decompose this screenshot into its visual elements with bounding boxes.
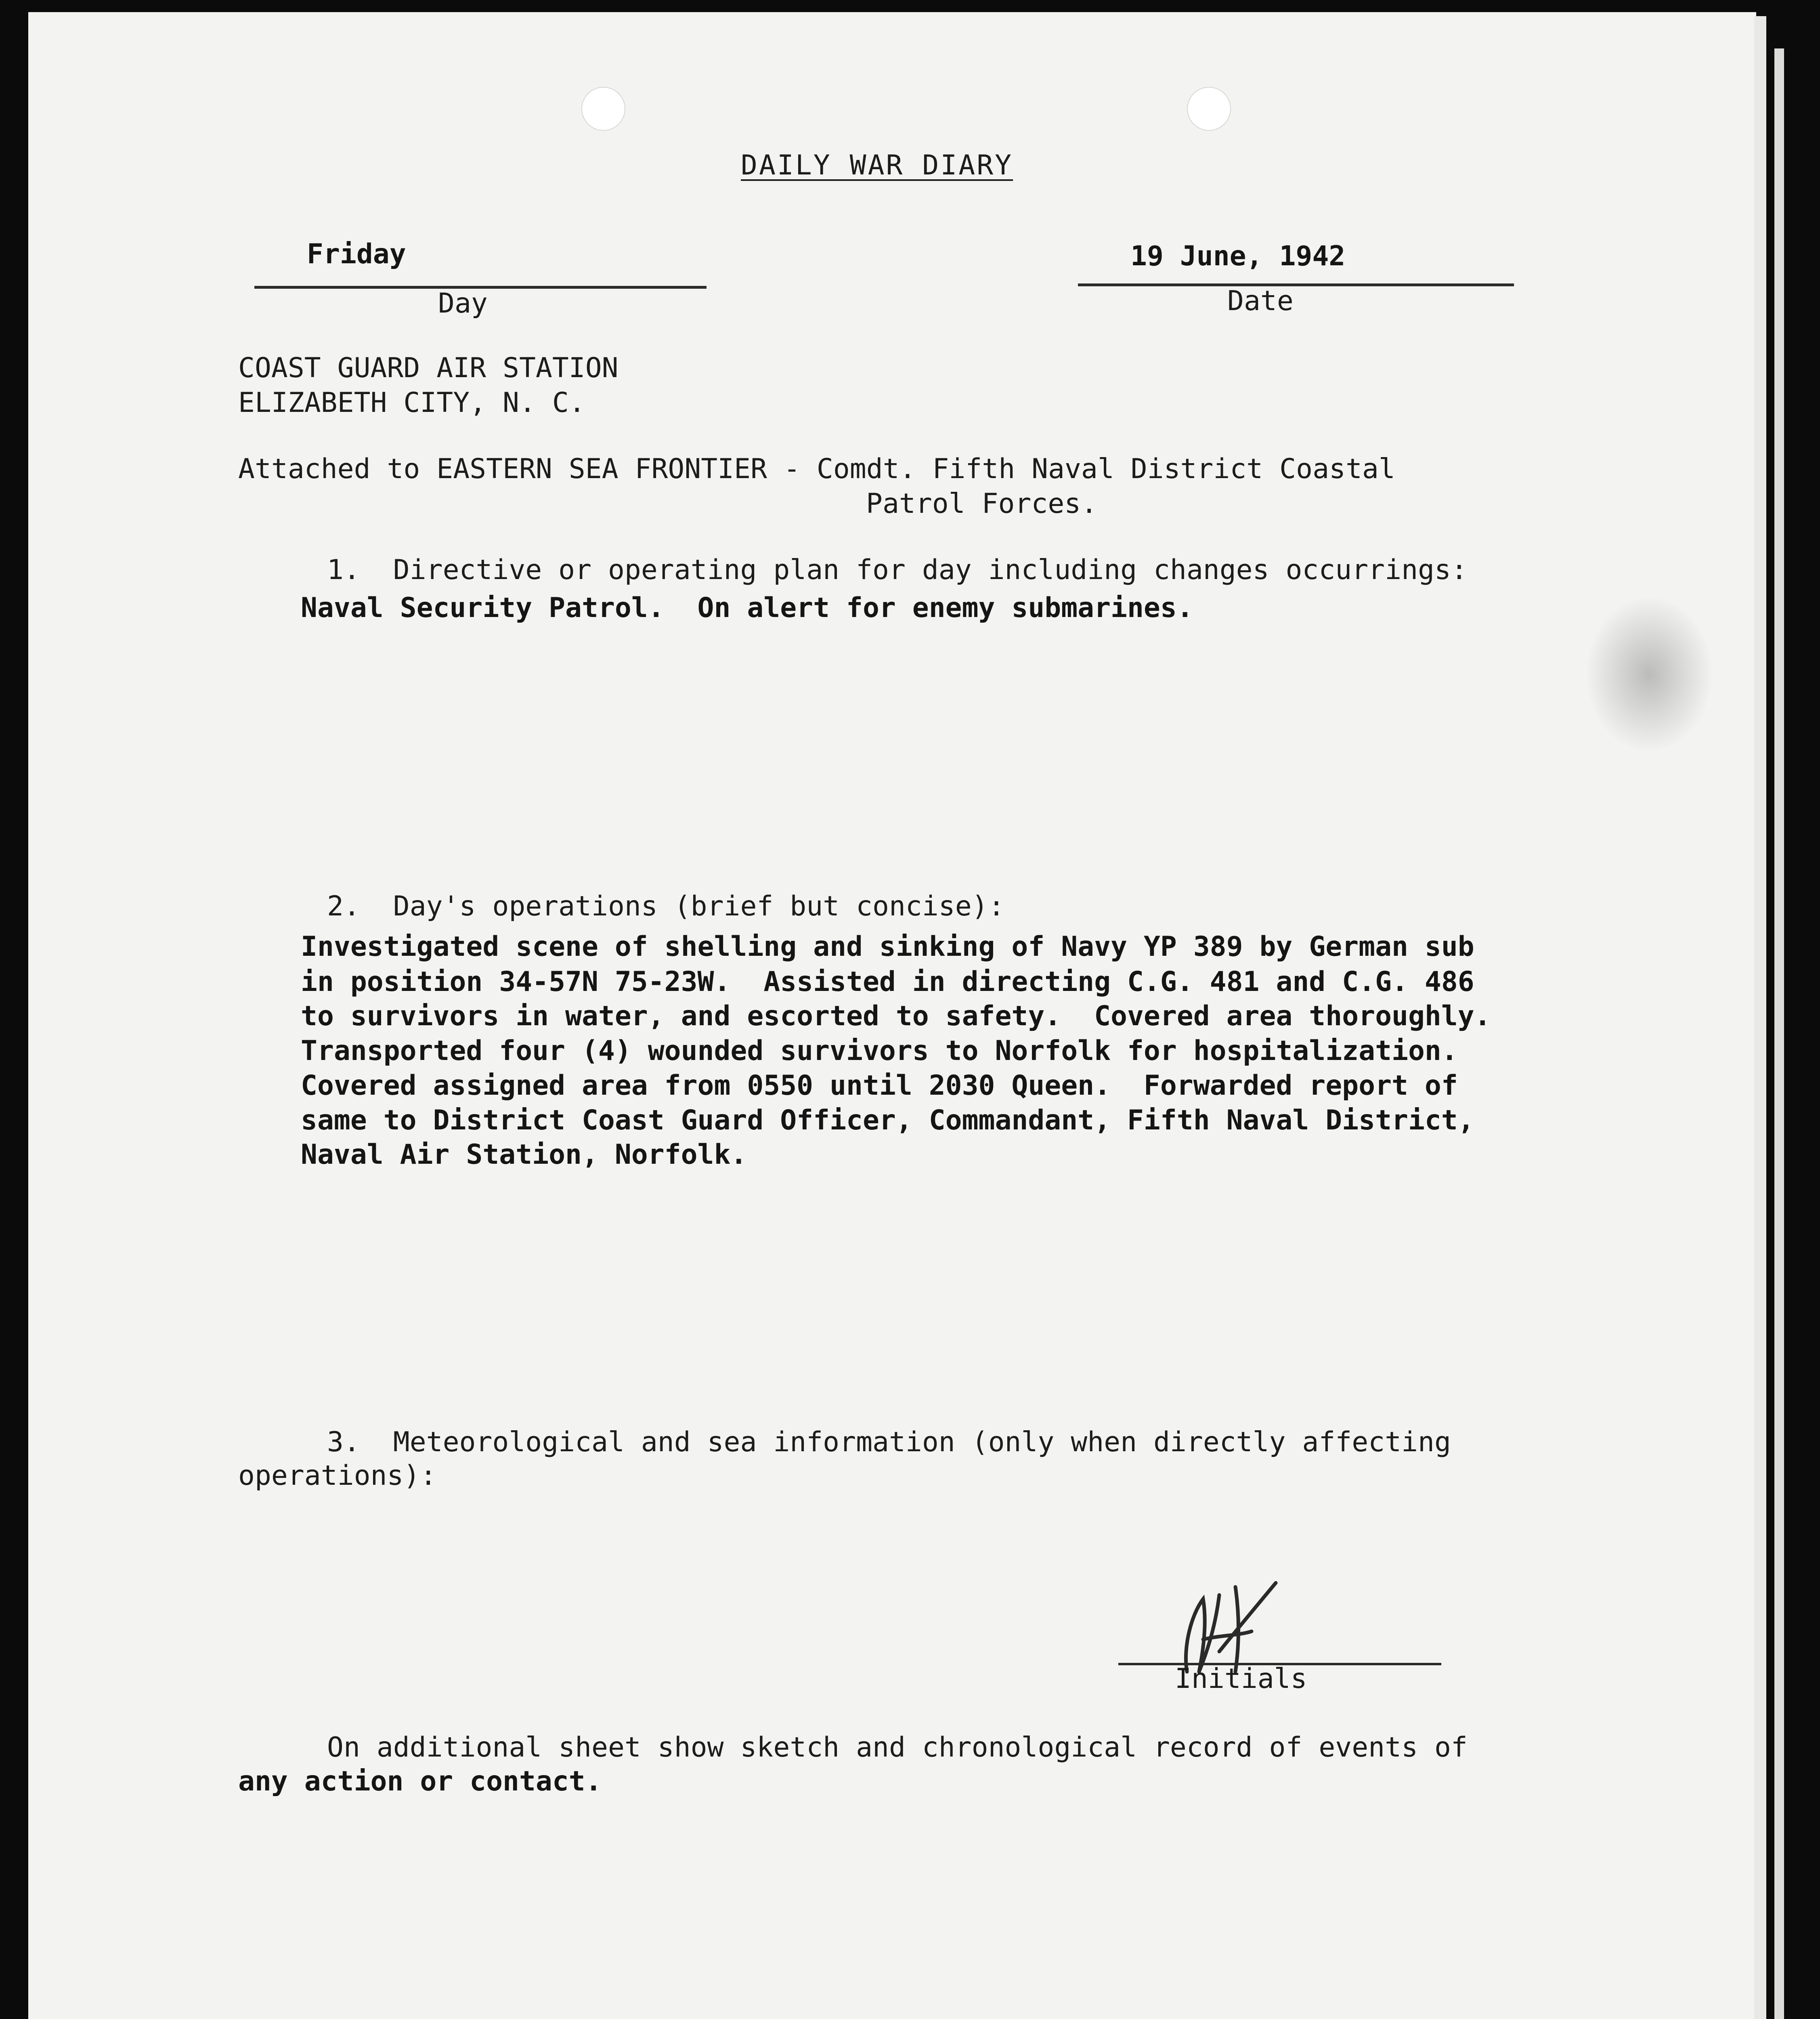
footer-line-2: any action or contact. [238,1765,602,1797]
section-2-line: to survivors in water, and escorted to safety. Covered area thoroughly. [301,1000,1491,1032]
punch-hole-left [581,87,625,131]
punch-hole-right [1187,87,1231,131]
section-3-heading: 3. Meteorological and sea information (only when directly affecting [327,1426,1451,1458]
section-2-heading: 2. Day's operations (brief but concise): [327,890,1005,922]
unit-line-2: ELIZABETH CITY, N. C. [238,387,585,419]
day-value: Friday [307,238,406,270]
page-edge [1754,16,1766,2019]
section-2-line: in position 34-57N 75-23W. Assisted in directing C.G. 481 and C.G. 486 [301,966,1474,998]
section-2-line: Investigated scene of shelling and sinking of Navy YP 389 by German sub [301,931,1474,963]
attached-line-1: Attached to EASTERN SEA FRONTIER - Comdt. Fifth Naval District Coastal [238,453,1395,485]
section-1-body: Naval Security Patrol. On alert for enemy submarines. [301,592,1193,624]
attached-line-2: Patrol Forces. [866,488,1098,520]
section-3-heading-cont: operations): [238,1460,437,1492]
section-2-line: Covered assigned area from 0550 until 2030 Queen. Forwarded report of [301,1070,1458,1102]
page-edge-under [1774,48,1784,2019]
day-label: Day [438,288,488,319]
ink-smudge [1587,598,1712,751]
date-rule [1078,283,1514,286]
section-2-line: Naval Air Station, Norfolk. [301,1139,747,1171]
section-2-line: Transported four (4) wounded survivors to Norfolk for hospitalization. [301,1035,1458,1067]
section-1-heading: 1. Directive or operating plan for day including changes occurrings: [327,554,1468,586]
unit-line-1: COAST GUARD AIR STATION [238,352,619,384]
initials-label: Initials [1175,1663,1307,1695]
footer-line-1: On additional sheet show sketch and chronological record of events of [327,1731,1468,1763]
section-2-line: same to District Coast Guard Officer, Commandant, Fifth Naval District, [301,1104,1474,1136]
date-value: 19 June, 1942 [1130,240,1346,272]
page-title: DAILY WAR DIARY [741,149,1013,181]
date-label: Date [1227,285,1294,317]
